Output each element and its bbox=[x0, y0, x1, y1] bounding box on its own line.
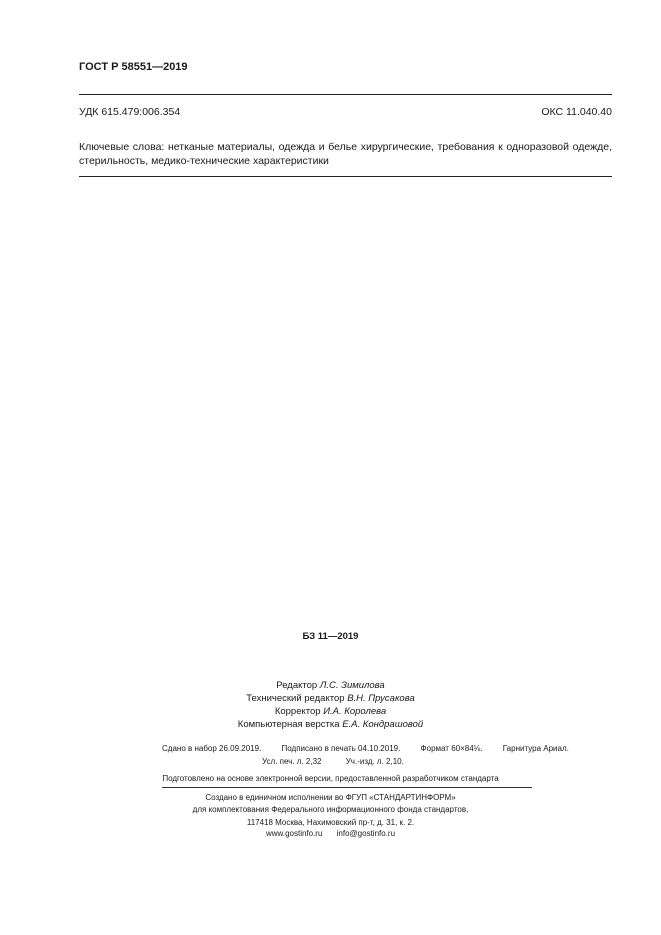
website-link[interactable]: www.gostinfo.ru bbox=[265, 829, 323, 838]
divider-bottom bbox=[162, 787, 532, 788]
street-address: 117418 Москва, Нахимовский пр-т, д. 31, к. 2. bbox=[246, 818, 415, 827]
publisher-sheets: Уч.-изд. л. 2,10. bbox=[345, 757, 404, 766]
typeface: Гарнитура Ариал. bbox=[502, 744, 569, 753]
publication-line-2 bbox=[262, 756, 426, 769]
keywords-paragraph: Ключевые слова: нетканые материалы, одежда и белье хирургические, требования к одноразовой одежде, стерильность, медико-технические характеристики bbox=[79, 141, 612, 167]
credit-tech-editor bbox=[0, 693, 661, 706]
signed-date: Подписано в печать 04.10.2019. bbox=[281, 744, 401, 753]
oks-code: ОКС 11.040.40 bbox=[541, 106, 612, 118]
created-line-1: Создано в единичном исполнении во ФГУП «СТАНДАРТИНФОРМ» bbox=[205, 793, 456, 802]
standard-code: ГОСТ Р 58551—2019 bbox=[79, 61, 188, 73]
credit-name: Е.А. Кондрашовой bbox=[342, 719, 424, 730]
created-line-2: для комплектования Федерального информационного фонда стандартов, bbox=[192, 805, 469, 814]
publication-line-1 bbox=[162, 743, 587, 756]
print-sheets: Усл. печ. л. 2,32 bbox=[262, 757, 322, 766]
credit-name: И.А. Королева bbox=[323, 706, 387, 717]
credit-role: Компьютерная верстка bbox=[237, 719, 340, 730]
credit-layout bbox=[0, 719, 661, 732]
email-link[interactable]: info@gostinfo.ru bbox=[336, 829, 396, 838]
divider-keywords bbox=[79, 176, 612, 177]
credit-proofreader bbox=[0, 706, 661, 719]
bz-code: БЗ 11—2019 bbox=[302, 631, 359, 642]
credit-role: Корректор bbox=[274, 706, 321, 717]
divider-top bbox=[79, 94, 612, 95]
credit-role: Редактор bbox=[276, 680, 318, 691]
credit-name: Л.С. Зимилова bbox=[319, 680, 385, 691]
paper-format: Формат 60×84⅛. bbox=[420, 744, 483, 753]
credit-role: Технический редактор bbox=[246, 693, 345, 704]
submitted-date: Сдано в набор 26.09.2019. bbox=[162, 744, 262, 753]
udk-code: УДК 615.479:006.354 bbox=[79, 106, 181, 118]
credit-editor bbox=[0, 680, 661, 693]
contact-line bbox=[0, 828, 661, 840]
prepared-note: Подготовлено на основе электронной версии, предоставленной разработчиком стандарта bbox=[162, 774, 499, 783]
credit-name: В.Н. Прусакова bbox=[347, 693, 415, 704]
